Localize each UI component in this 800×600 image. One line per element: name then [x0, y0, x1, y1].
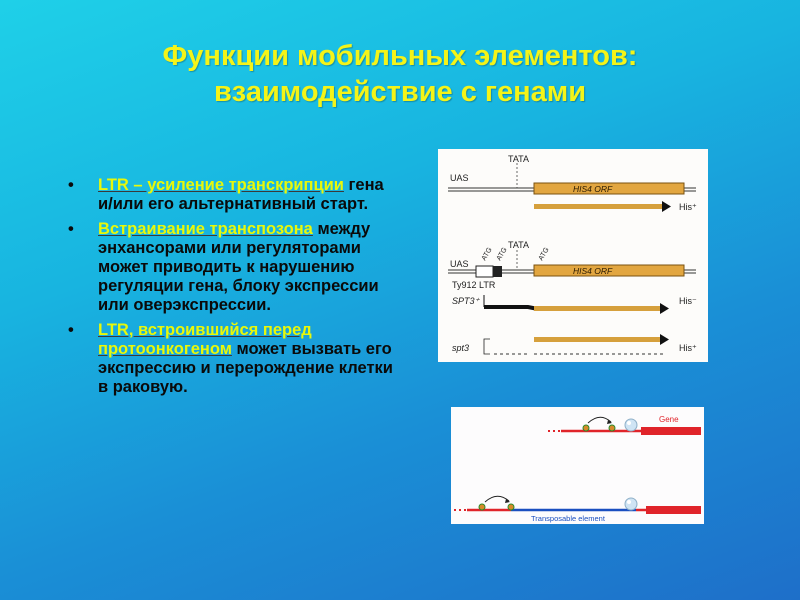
transcript-arrow-1 — [534, 204, 664, 209]
bullet-list — [68, 176, 398, 403]
his4-diagram — [438, 149, 708, 362]
activation-arrow-bottom — [485, 496, 509, 502]
slide-title — [0, 38, 800, 110]
polymerase-bottom-icon — [625, 498, 637, 510]
bullet-2-highlight: Встраивание транспозона — [98, 220, 313, 238]
his4-orf-label-top: HIS4 ORF — [573, 184, 613, 194]
uas-label-mid: UAS — [450, 259, 469, 269]
transposable-element-diagram — [451, 407, 704, 524]
factor-dot-top-right — [609, 425, 615, 431]
arrow-head-1-icon — [662, 201, 671, 212]
atg-label-2: ATG — [495, 246, 509, 262]
polymerase-top-icon — [625, 419, 637, 431]
factor-dot-bottom-left — [479, 504, 485, 510]
his4-diagram-panel — [438, 149, 708, 362]
bullet-2-text: между энхансорами или регуляторами может приводить к нарушению регуляции гена, блоку экспрессии или оверэкспрессии. — [98, 220, 379, 314]
gene-box-bottom — [646, 506, 701, 514]
spt3-plus-label: SPT3⁺ — [452, 296, 480, 306]
title-line-1: Функции мобильных элементов: — [162, 40, 638, 72]
ty912-ltr-box — [476, 266, 493, 277]
bullet-dot-icon: • — [68, 176, 74, 194]
bullet-3-text: может вызвать его экспрессию и перерождение клетки в раковую. — [98, 340, 393, 396]
atg-label-1: ATG — [480, 246, 494, 262]
atg-label-3: ATG — [537, 246, 551, 262]
tata-label-mid: TATA — [508, 240, 529, 250]
factor-dot-top-left — [583, 425, 589, 431]
his-plus-label-1: His⁺ — [679, 202, 697, 212]
spt3-label: spt3 — [452, 343, 470, 353]
transposable-element-panel — [451, 407, 704, 524]
transcript-arrow-3 — [534, 337, 662, 342]
arrow-head-3-icon — [660, 334, 669, 345]
bullet-item-1 — [68, 176, 398, 214]
bullet-item-3 — [68, 321, 398, 397]
transcript-arrow-2 — [534, 306, 662, 311]
his-plus-label-2: His⁺ — [679, 343, 697, 353]
tata-label-top: TATA — [508, 154, 529, 164]
bullet-dot-icon: • — [68, 220, 74, 238]
polymerase-top-highlight — [627, 421, 631, 425]
uas-label-top: UAS — [450, 173, 469, 183]
gene-box — [641, 427, 701, 435]
factor-dot-bottom-right — [508, 504, 514, 510]
polymerase-bottom-highlight — [627, 500, 631, 504]
arrow-head-2-icon — [660, 303, 669, 314]
title-line-2: взаимодействие с генами — [213, 76, 587, 108]
his4-orf-label-mid: HIS4 ORF — [573, 266, 613, 276]
ty912-ltr-label: Ty912 LTR — [452, 280, 496, 290]
gene-label: Gene — [659, 415, 679, 424]
bullet-1-highlight: LTR – усиление транскрипции — [98, 176, 344, 194]
his-minus-label: His⁻ — [679, 296, 697, 306]
spt3-plus-ltr-transcript — [484, 307, 538, 309]
te-label: Transposable element — [531, 514, 605, 523]
ty912-ltr-dark-box — [493, 266, 502, 277]
bullet-item-2 — [68, 220, 398, 315]
bullet-dot-icon: • — [68, 321, 74, 339]
spt3-bracket — [484, 339, 490, 354]
bullet-3-highlight: LTR, встроившийся перед протоонкогеном — [98, 321, 312, 358]
bullet-1-text: гена и/или его альтернативный старт. — [98, 176, 384, 213]
